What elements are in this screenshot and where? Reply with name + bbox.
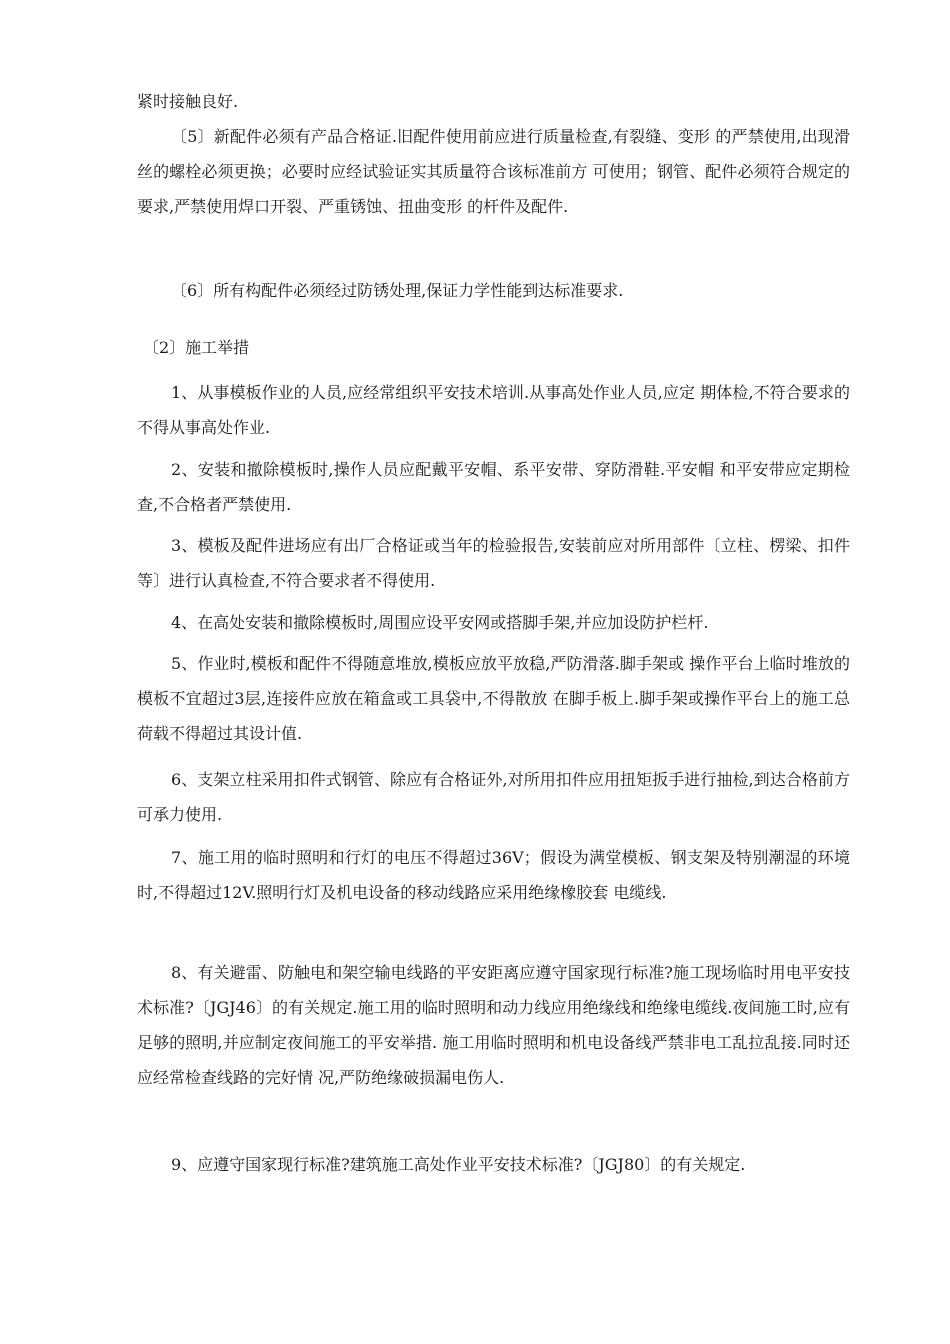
measure-item-1: 1、从事模板作业的人员,应经常组织平安技术培训.从事高处作业人员,应定 期体检,不符合要求的不得从事高处作业. — [137, 383, 850, 437]
paragraph-item-6: 〔6〕所有构配件必须经过防锈处理,保证力学性能到达标准要求. — [171, 281, 624, 300]
section-heading: 〔2〕施工举措 — [143, 338, 250, 357]
paragraph-continuation: 紧时接触良好. — [137, 92, 239, 111]
measure-item-8: 8、有关避雷、防触电和架空输电线路的平安距离应遵守国家现行标准?施工现场临时用电平安技术标准?〔JGJ46〕的有关规定.施工用的临时照明和动力线应用绝缘线和绝缘电缆线.夜间施工时,应有足够的照明,并应制定夜间施工的平安举措. 施工用临时照明和机电设备线严禁非电工乱拉乱接.同时还应经常检查线路的完好情 况,严防绝缘破损漏电伤人. — [137, 963, 850, 1087]
measure-item-2: 2、安装和撤除模板时,操作人员应配戴平安帽、系平安带、穿防滑鞋.平安帽 和平安带应定期检查,不合格者严禁使用. — [137, 460, 850, 514]
paragraph-item-5: 〔5〕新配件必须有产品合格证.旧配件使用前应进行质量检查,有裂缝、变形 的严禁使用,出现滑丝的螺栓必须更换；必要时应经试验证实其质量符合该标准前方 可使用；钢管、配件必须符合规定的要求,严禁使用焊口开裂、严重锈蚀、扭曲变形 的杆件及配件. — [137, 127, 850, 216]
measure-item-5: 5、作业时,模板和配件不得随意堆放,模板应放平放稳,严防滑落.脚手架或 操作平台上临时堆放的模板不宜超过3层,连接件应放在箱盒或工具袋中,不得散放 在脚手板上.脚手架或操作平台上的施工总荷载不得超过其设计值. — [137, 654, 850, 743]
measure-item-7: 7、施工用的临时照明和行灯的电压不得超过36V；假设为满堂模板、钢支架及特别潮湿的环境时,不得超过12V.照明行灯及机电设备的移动线路应采用绝缘橡胶套 电缆线. — [137, 848, 850, 902]
measure-item-4: 4、在高处安装和撤除模板时,周围应设平安网或搭脚手架,并应加设防护栏杆. — [171, 613, 709, 632]
measure-item-6: 6、支架立柱采用扣件式钢管、除应有合格证外,对所用扣件应用扭矩扳手进行抽检,到达合格前方可承力使用. — [137, 770, 850, 824]
measure-item-9: 9、应遵守国家现行标准?建筑施工高处作业平安技术标准?〔JGJ80〕的有关规定. — [171, 1155, 746, 1174]
measure-item-3: 3、模板及配件进场应有出厂合格证或当年的检验报告,安装前应对所用部件〔立柱、楞梁、扣件等〕进行认真检查,不符合要求者不得使用. — [137, 536, 850, 590]
